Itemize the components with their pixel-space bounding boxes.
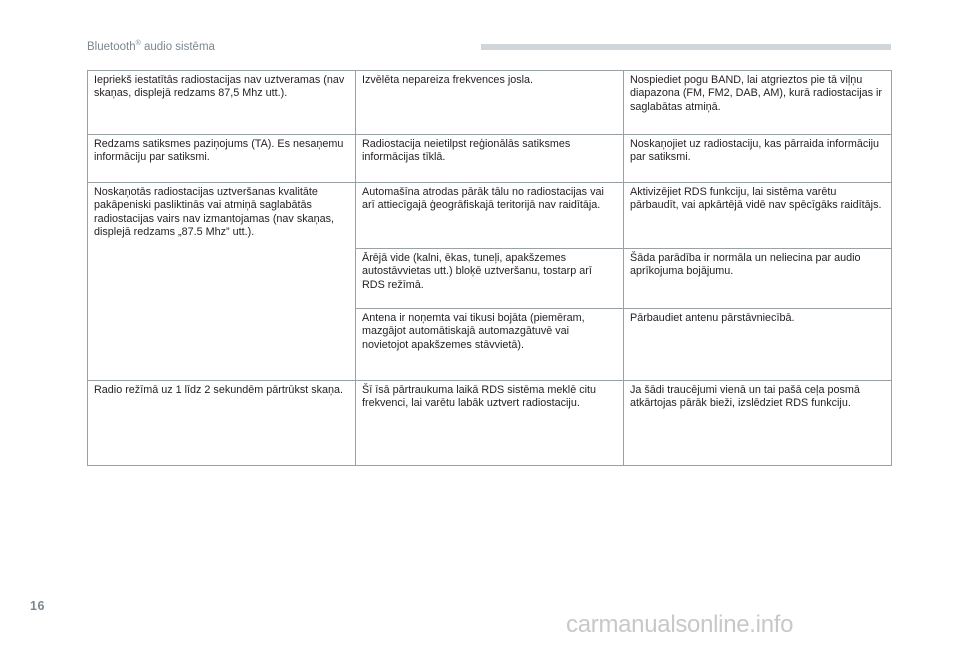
- problem-cell: Noskaņotās radiostacijas uztveršanas kvalitāte pakāpeniski pasliktinās vai atmiņā saglabātās radiostacijas vairs nav izmantojamas (nav skaņas, displejā redzams „87.5 Mhz” utt.).: [88, 183, 356, 381]
- solution-cell: Ja šādi traucējumi vienā un tai pašā ceļa posmā atkārtojas pārāk bieži, izslēdziet RDS funkciju.: [624, 381, 892, 466]
- solution-cell: Nospiediet pogu BAND, lai atgrieztos pie tā viļņu diapazona (FM, FM2, DAB, AM), kurā radiostacijas ir saglabātas atmiņā.: [624, 71, 892, 135]
- problem-cell: Redzams satiksmes paziņojums (TA). Es nesaņemu informāciju par satiksmi.: [88, 135, 356, 183]
- table-row: [88, 71, 892, 135]
- solution-cell: Aktivizējiet RDS funkciju, lai sistēma varētu pārbaudīt, vai apkārtējā vidē nav spēcīgāks raidītājs.: [624, 183, 892, 249]
- section-title-rest: audio sistēma: [140, 40, 215, 53]
- solution-cell: Pārbaudiet antenu pārstāvniecībā.: [624, 309, 892, 381]
- cause-cell: Automašīna atrodas pārāk tālu no radiostacijas vai arī attiecīgajā ģeogrāfiskajā teritorijā nav raidītāja.: [356, 183, 624, 249]
- table-row: [88, 135, 892, 183]
- table-row: [88, 183, 892, 249]
- cause-cell: Izvēlēta nepareiza frekvences josla.: [356, 71, 624, 135]
- cause-cell: Radiostacija neietilpst reģionālās satiksmes informācijas tīklā.: [356, 135, 624, 183]
- watermark-text: carmanualsonline.info: [566, 611, 794, 638]
- section-title-main: Bluetooth: [87, 40, 136, 53]
- page-number: 16: [30, 599, 45, 613]
- solution-cell: Noskaņojiet uz radiostaciju, kas pārraida informāciju par satiksmi.: [624, 135, 892, 183]
- solution-cell: Šāda parādība ir normāla un neliecina par audio aprīkojuma bojājumu.: [624, 249, 892, 309]
- problem-cell: Iepriekš iestatītās radiostacijas nav uztveramas (nav skaņas, displejā redzams 87,5 Mhz utt.).: [88, 71, 356, 135]
- problem-cell: Radio režīmā uz 1 līdz 2 sekundēm pārtrūkst skaņa.: [88, 381, 356, 466]
- troubleshooting-table: [87, 70, 892, 466]
- table-row: [88, 381, 892, 466]
- section-title: [87, 40, 215, 53]
- cause-cell: Šī īsā pārtraukuma laikā RDS sistēma meklē citu frekvenci, lai varētu labāk uztvert radiostaciju.: [356, 381, 624, 466]
- cause-cell: Ārējā vide (kalni, ēkas, tuneļi, apakšzemes autostāvvietas utt.) bloķē uztveršanu, tostarp arī RDS režīmā.: [356, 249, 624, 309]
- registered-mark: ®: [135, 40, 141, 47]
- cause-cell: Antena ir noņemta vai tikusi bojāta (piemēram, mazgājot automātiskajā automazgātuvē vai novietojot apakšzemes stāvvietā).: [356, 309, 624, 381]
- header-divider-bar: [481, 44, 891, 50]
